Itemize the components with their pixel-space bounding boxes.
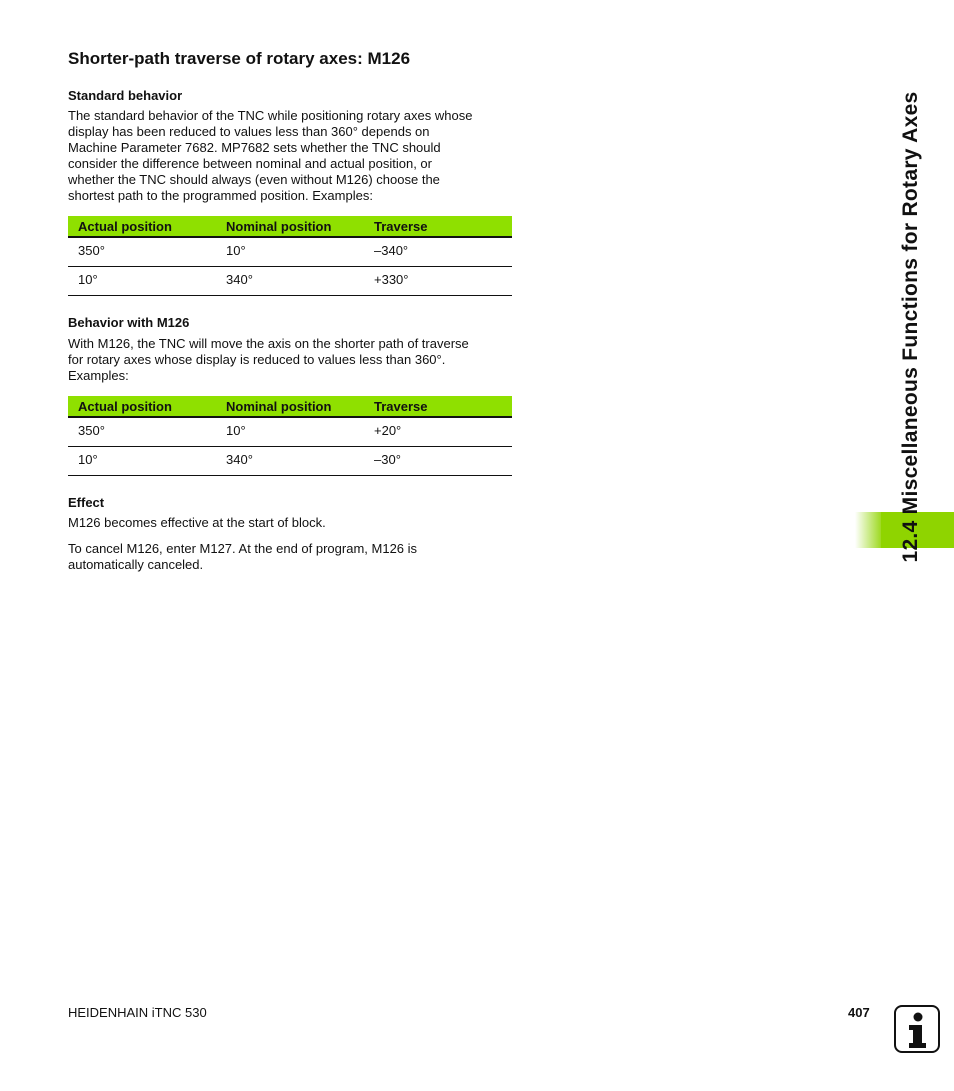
table-cell: –340° xyxy=(364,237,512,266)
table-cell: +330° xyxy=(364,266,512,295)
page-number: 407 xyxy=(848,1005,870,1020)
table-cell: –30° xyxy=(364,446,512,475)
table-header-row xyxy=(68,396,512,417)
table-row xyxy=(68,237,512,266)
table-cell: 340° xyxy=(216,446,364,475)
text-line: shortest path to the programmed position. Examples: xyxy=(68,188,373,203)
effect-text: M126 becomes effective at the start of block. xyxy=(68,515,326,530)
standard-behavior-heading: Standard behavior xyxy=(68,88,183,103)
text-line: whether the TNC should always (even without M126) choose the xyxy=(68,172,440,187)
text-line: display has been reduced to values less than 360° depends on xyxy=(68,124,430,139)
column-header: Actual position xyxy=(68,396,216,417)
column-header: Nominal position xyxy=(216,396,364,417)
table-row xyxy=(68,266,512,295)
table-cell: +20° xyxy=(364,417,512,446)
column-header: Traverse xyxy=(364,216,512,237)
table-row xyxy=(68,417,512,446)
table-cell: 10° xyxy=(68,446,216,475)
m126-behavior-text xyxy=(68,336,512,384)
text-line: With M126, the TNC will move the axis on the shorter path of traverse xyxy=(68,336,469,351)
table-cell: 350° xyxy=(68,417,216,446)
info-icon xyxy=(894,1005,940,1053)
column-header: Nominal position xyxy=(216,216,364,237)
table-cell: 340° xyxy=(216,266,364,295)
effect-heading: Effect xyxy=(68,495,105,510)
text-line: Examples: xyxy=(68,368,129,383)
chapter-side-title-text: 12.4 Miscellaneous Functions for Rotary Axes xyxy=(899,91,922,563)
cancel-text xyxy=(68,541,512,573)
table-cell: 10° xyxy=(68,266,216,295)
column-header: Traverse xyxy=(364,396,512,417)
table-header-row xyxy=(68,216,512,237)
standard-behavior-table xyxy=(68,216,512,296)
table-cell: 10° xyxy=(216,237,364,266)
text-line: To cancel M126, enter M127. At the end of program, M126 is xyxy=(68,541,418,556)
m126-behavior-table xyxy=(68,396,512,476)
text-line: for rotary axes whose display is reduced to values less than 360°. xyxy=(68,352,446,367)
table-row xyxy=(68,446,512,475)
section-title: Shorter-path traverse of rotary axes: M126 xyxy=(68,49,411,68)
footer-product: HEIDENHAIN iTNC 530 xyxy=(68,1005,207,1020)
m126-behavior-heading: Behavior with M126 xyxy=(68,315,190,330)
table-cell: 10° xyxy=(216,417,364,446)
text-line: The standard behavior of the TNC while positioning rotary axes whose xyxy=(68,108,473,123)
table-cell: 350° xyxy=(68,237,216,266)
text-line: Machine Parameter 7682. MP7682 sets whether the TNC should xyxy=(68,140,441,155)
column-header: Actual position xyxy=(68,216,216,237)
standard-behavior-text xyxy=(68,108,512,204)
text-line: consider the difference between nominal and actual position, or xyxy=(68,156,432,171)
text-line: automatically canceled. xyxy=(68,557,204,572)
